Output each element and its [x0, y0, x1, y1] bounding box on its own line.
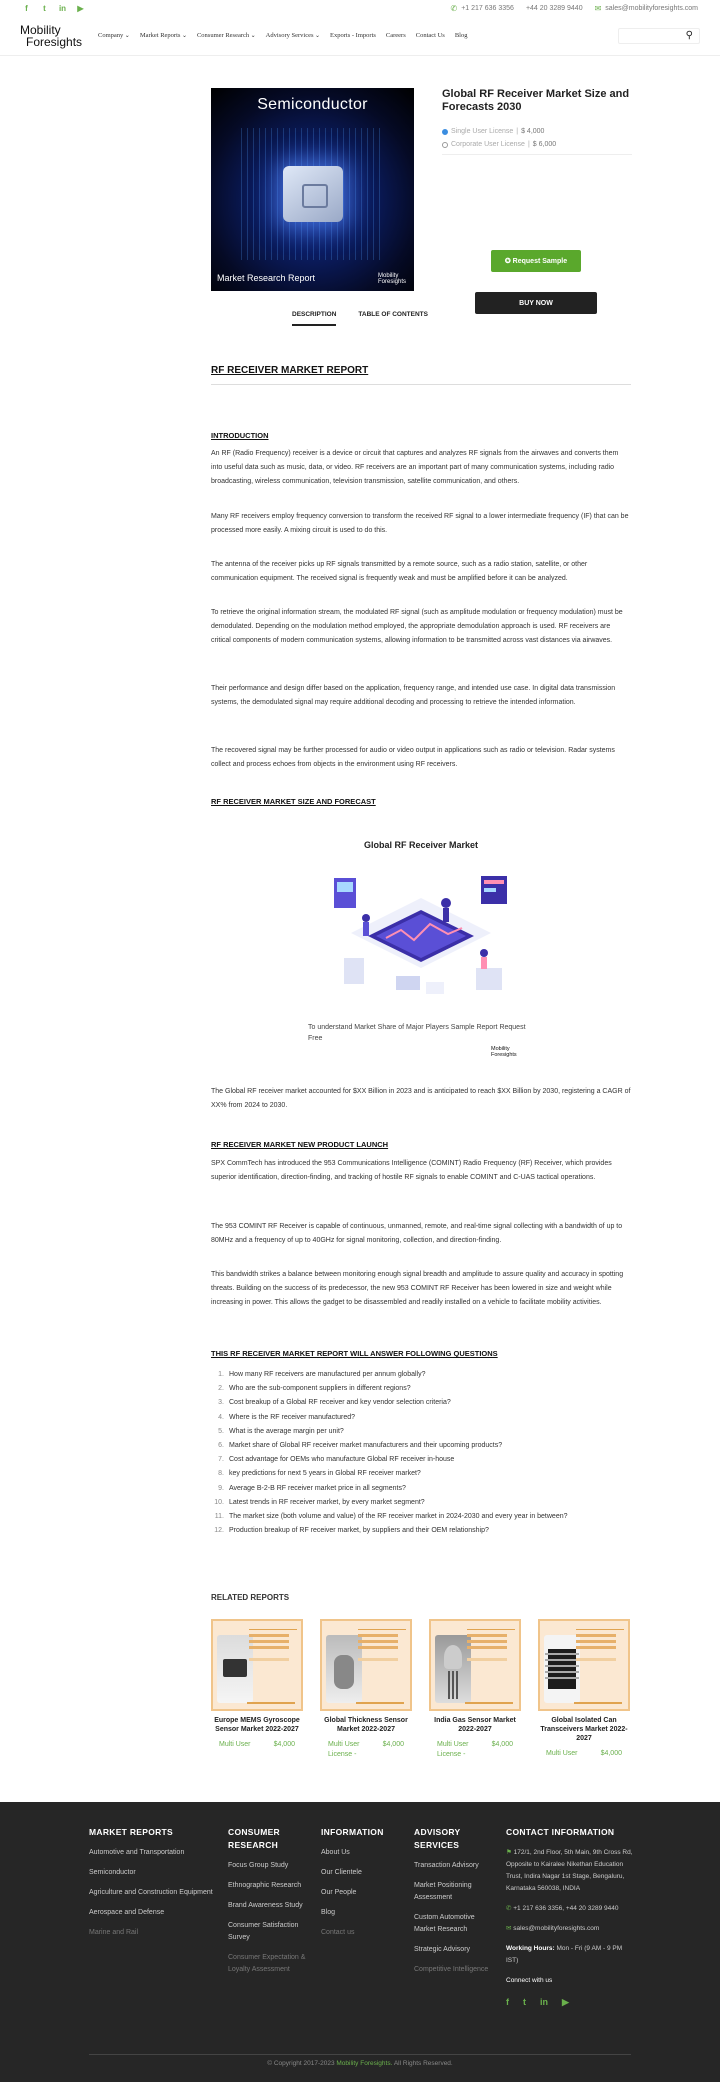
footer-link[interactable]: Semiconductor — [89, 1869, 136, 1876]
nav-item-company[interactable]: Company ⌄ — [98, 32, 130, 39]
list-item: 11. The market size (both volume and value) of the RF receiver market in 2024-2030 and every year in between? — [214, 1513, 568, 1521]
report-title[interactable]: India Gas Sensor Market 2022-2027 — [434, 1717, 516, 1733]
linkedin-icon[interactable]: in — [540, 1997, 548, 2007]
figure-title: Global RF Receiver Market — [363, 840, 479, 850]
related-report-card[interactable] — [429, 1619, 521, 1760]
request-free-link[interactable]: Request Free — [308, 1024, 526, 1042]
paragraph: This bandwidth strikes a balance between monitoring enough signal breadth and amplitude to assure quality and accuracy in spotting threats. Building on the success of its predecessor, the new 953 COMINT RF Receiver has been lowered in size and weight while increasing in power. This allows the gadget to be disassembled and readily installed on a vehicle to facilitate mobility activities. — [211, 1271, 624, 1306]
report-thumbnail[interactable] — [320, 1619, 412, 1711]
social-links — [22, 4, 85, 13]
footer-link[interactable]: Aerospace and Defense — [89, 1909, 165, 1916]
footer-phones[interactable]: +1 217 636 3356, +44 20 3289 9440 — [513, 1905, 619, 1912]
search-icon[interactable]: ⚲ — [685, 29, 693, 41]
nav-item-exports-imports[interactable]: Exports - Imports — [330, 32, 376, 39]
top-phone-2[interactable]: +44 20 3289 9440 — [525, 4, 583, 12]
tab-table-of-contents[interactable]: TABLE OF CONTENTS — [358, 311, 428, 318]
linkedin-icon[interactable]: in — [58, 3, 67, 13]
paragraph: SPX CommTech has introduced the 953 Communications Intelligence (COMINT) Radio Frequency (RF) Receiver, which provides superior identification, direction-finding, and tracking of hostile RF signals to enable COMINT and C-UAS tactical operations. — [211, 1160, 612, 1181]
paragraph: The recovered signal may be further processed for audio or video output in applications such as radio or television. Radar systems collect and process echoes from objects in the environment using RF receivers. — [211, 747, 615, 768]
paragraph: Many RF receivers employ frequency conversion to transform the received RF signal to a lower intermediate frequency (IF) that can be processed more easily. A mixing circuit is used to do this. — [211, 513, 629, 534]
product-title: Global RF Receiver Market Size and Forecasts 2030 — [442, 88, 630, 113]
youtube-icon[interactable]: ▶ — [562, 1997, 569, 2007]
check-circle-icon: ✪ — [504, 258, 513, 265]
footer-market-reports — [89, 1826, 214, 1947]
paragraph: To retrieve the original information stream, the modulated RF signal (such as amplitude modulation or frequency modulation) must be demodulated. Depending on the modulation method employed, the appropriate demodulation approach is used. RF receivers are critical components of modern communication systems, allowing information to be transmitted across vast distances via airwaves. — [211, 609, 623, 644]
nav-item-advisory-services[interactable]: Advisory Services ⌄ — [266, 32, 320, 39]
report-title[interactable]: Global Thickness Sensor Market 2022-2027 — [324, 1717, 408, 1733]
paragraph: The 953 COMINT RF Receiver is capable of continuous, unmanned, remote, and real-time signal collecting with a bandwidth of up to 80MHz and a frequency of up to 40GHz for signal monitoring, collection, and direction-finding. — [211, 1223, 623, 1244]
footer-contact: CONTACT INFORMATION ⚑ 172/1, 2nd Floor, 5th Main, 9th Cross Rd, Opposite to Kairalee Nikethan Education Trust, Indira Nagar 1st Stage, Bengaluru, Karnataka 560038, INDIA ✆ +1 217 636 3356, +44 20 3289 9440 ✉ sales@mobilityforesights.com Working Hours: Mon - Fri (9 AM - 9 PM IST) Connect with us f t in ▶ — [506, 1827, 633, 2007]
license-label: Multi User License - — [328, 1741, 360, 1758]
nav-item-consumer-research[interactable]: Consumer Research ⌄ — [197, 32, 256, 39]
footer-link[interactable]: Blog — [321, 1909, 336, 1916]
footer-heading: ADVISORY SERVICES — [414, 1827, 461, 1850]
connect-label: Connect with us — [506, 1977, 553, 1984]
location-icon: ⚑ — [506, 1849, 514, 1856]
license-label: Multi User — [219, 1741, 251, 1748]
logo-line-2: Foresights — [26, 34, 83, 49]
search-input[interactable] — [618, 28, 700, 44]
footer-heading: CONSUMER RESEARCH — [228, 1827, 280, 1850]
chip-illustration — [283, 166, 343, 222]
footer-link[interactable]: Custom Automotive Market Research — [414, 1914, 475, 1933]
footer-link[interactable]: Brand Awareness Study — [228, 1902, 303, 1909]
product-section — [0, 56, 720, 326]
footer-link[interactable]: Our People — [321, 1889, 357, 1896]
report-thumbnail[interactable] — [429, 1619, 521, 1711]
intro-heading: INTRODUCTION — [211, 431, 269, 440]
nav-item-careers[interactable]: Careers — [385, 32, 406, 39]
footer-link[interactable]: Transaction Advisory — [414, 1862, 479, 1869]
phone-icon: ✆ — [450, 3, 458, 13]
twitter-icon[interactable]: t — [523, 1997, 526, 2007]
market-figure — [308, 840, 526, 1058]
list-item: 10. Latest trends in RF receiver market, by every market segment? — [214, 1498, 425, 1506]
paragraph: An RF (Radio Frequency) receiver is a device or circuit that captures and analyzes RF signals from the airwaves and converts them into useful data such as music, data, or video. RF receivers are an important part of many communication systems, including radio broadcasting, wireless communication, television transmission, satellite communication, and others. — [211, 450, 619, 485]
license-corporate[interactable]: Corporate User License | $ 6,000 — [442, 141, 632, 148]
footer-divider — [89, 2054, 631, 2055]
footer-link[interactable]: Contact us — [321, 1929, 355, 1936]
cover-footer: Market Research Report — [217, 273, 316, 283]
working-hours: Mon - Fri (9 AM - 9 PM IST) — [506, 1945, 623, 1964]
footer-link[interactable]: Consumer Expectation & Loyalty Assessment — [228, 1954, 306, 1973]
paragraph: The antenna of the receiver picks up RF signals transmitted by a remote source, such as a radio station, satellite, or other communication equipment. The received signal is frequently weak and must be amplified before it can be analyzed. — [211, 561, 588, 582]
launch-heading: RF RECEIVER MARKET NEW PRODUCT LAUNCH — [211, 1140, 389, 1149]
footer-link[interactable]: Agriculture and Construction Equipment — [89, 1889, 213, 1896]
footer-link[interactable]: Our Clientele — [321, 1869, 362, 1876]
tab-description[interactable]: DESCRIPTION — [292, 311, 336, 326]
price: $4,000 — [600, 1750, 622, 1757]
size-paragraph: The Global RF receiver market accounted for $XX Billion in 2023 and is anticipated to reach $XX Billion by 2030, registering a CAGR of XX% from 2024 to 2030. — [211, 1088, 631, 1109]
footer-link[interactable]: Automotive and Transportation — [89, 1849, 185, 1856]
paragraph: Their performance and design differ based on the application, frequency range, and intended use case. In digital data transmission systems, the demodulated signal may require additional decoding and processing to retrieve the intended information. — [211, 685, 616, 706]
report-cover-image — [211, 88, 414, 291]
report-thumbnail[interactable] — [211, 1619, 303, 1711]
site-logo[interactable] — [20, 24, 86, 48]
footer-heading: MARKET REPORTS — [89, 1827, 174, 1837]
related-reports-heading: RELATED REPORTS — [211, 1593, 290, 1602]
report-thumbnail[interactable] — [538, 1619, 630, 1711]
license-single[interactable]: Single User License | $ 4,000 — [442, 128, 632, 135]
price: $4,000 — [491, 1741, 513, 1748]
facebook-icon[interactable]: f — [506, 1997, 509, 2007]
figure-logo: Mobility Foresights — [491, 1046, 517, 1058]
nav-item-market-reports[interactable]: Market Reports ⌄ — [140, 32, 187, 39]
heading-divider — [211, 384, 631, 385]
nav-item-blog[interactable]: Blog — [454, 32, 468, 39]
footer-link[interactable]: Marine and Rail — [89, 1929, 139, 1936]
main-nav — [0, 16, 720, 56]
logo-line-1: Mobility — [20, 22, 61, 37]
list-item: 9. Average B-2-B RF receiver market price in all segments? — [218, 1484, 406, 1492]
cover-logo: Mobility Foresights — [377, 273, 406, 285]
cover-title: Semiconductor — [257, 96, 368, 113]
questions-list — [211, 1368, 631, 1538]
facebook-icon[interactable]: f — [25, 3, 28, 13]
footer-consumer-research — [228, 1826, 306, 1984]
footer-heading: INFORMATION — [321, 1827, 384, 1837]
list-item: 4. Where is the RF receiver manufactured? — [218, 1413, 356, 1421]
buy-now-button[interactable]: BUY NOW — [475, 292, 597, 314]
report-main-heading: RF RECEIVER MARKET REPORT — [211, 365, 369, 376]
site-footer — [0, 1802, 720, 2082]
report-title[interactable]: Europe MEMS Gyroscope Sensor Market 2022-2027 — [214, 1717, 300, 1733]
license-label: Multi User License - — [437, 1741, 469, 1758]
list-item: 12. Production breakup of RF receiver market, by suppliers and their OEM relationship? — [214, 1527, 489, 1535]
footer-heading: CONTACT INFORMATION — [506, 1827, 615, 1837]
footer-email[interactable]: sales@mobilityforesights.com — [513, 1925, 600, 1932]
copyright-brand-link[interactable]: Mobility Foresights. — [336, 2060, 393, 2067]
footer-link[interactable]: About Us — [321, 1849, 350, 1856]
footer-link[interactable]: Ethnographic Research — [228, 1882, 302, 1889]
questions-heading: THIS RF RECEIVER MARKET REPORT WILL ANSWER FOLLOWING QUESTIONS — [211, 1349, 498, 1358]
related-report-card[interactable] — [211, 1619, 303, 1760]
copyright: © Copyright 2017-2023 Mobility Foresights. All Rights Reserved. — [267, 2060, 453, 2067]
price: $4,000 — [273, 1741, 295, 1748]
mail-icon: ✉ — [594, 3, 602, 13]
list-item: 2. Who are the sub-component suppliers in different regions? — [218, 1385, 411, 1393]
price: $4,000 — [382, 1741, 404, 1748]
footer-information — [321, 1826, 401, 1947]
footer-link[interactable]: Strategic Advisory — [414, 1946, 471, 1953]
radio-corporate[interactable] — [442, 142, 448, 148]
license-options — [442, 128, 632, 155]
top-contacts — [451, 4, 699, 13]
footer-link[interactable]: Focus Group Study — [228, 1862, 289, 1869]
related-report-card[interactable] — [538, 1619, 630, 1760]
list-item: 5. What is the average margin per unit? — [218, 1427, 344, 1435]
list-item: 3. Cost breakup of a Global RF receiver and key vendor selection criteria? — [218, 1399, 451, 1407]
license-label: Multi User — [546, 1750, 578, 1757]
nav-menu — [98, 32, 468, 39]
list-item: 6. Market share of Global RF receiver market manufacturers and their upcoming products? — [218, 1442, 503, 1450]
radio-single[interactable] — [442, 129, 448, 135]
list-item: 1. How many RF receivers are manufactured per annum globally? — [218, 1371, 426, 1378]
top-email[interactable]: sales@mobilityforesights.com — [605, 4, 698, 12]
report-article — [211, 365, 631, 1535]
list-item: 7. Cost advantage for OEMs who manufacture Global RF receiver in-house — [218, 1456, 455, 1464]
request-sample-button[interactable]: ✪ Request Sample — [491, 250, 581, 272]
size-heading: RF RECEIVER MARKET SIZE AND FORECAST — [211, 797, 376, 806]
related-reports — [211, 1619, 630, 1760]
phone-icon: ✆ — [506, 1905, 514, 1912]
related-report-card[interactable] — [320, 1619, 412, 1760]
footer-link[interactable]: Consumer Satisfaction Survey — [228, 1922, 299, 1941]
footer-advisory-services — [414, 1826, 494, 1984]
product-info — [442, 88, 632, 161]
footer-link[interactable]: Market Positioning Assessment — [414, 1882, 472, 1901]
top-phone-1[interactable]: +1 217 636 3356 — [461, 4, 514, 12]
dashboard-illustration — [326, 858, 516, 1018]
mail-icon: ✉ — [506, 1925, 514, 1932]
nav-item-contact-us[interactable]: Contact Us — [415, 32, 445, 39]
address: 172/1, 2nd Floor, 5th Main, 9th Cross Rd, Opposite to Kairalee Nikethan Education Trust, Indira Nagar 1st Stage, Bengaluru, Karnataka 560038, INDIA — [506, 1849, 633, 1892]
figure-caption: To understand Market Share of Major Players Sample Report Request Free — [308, 1024, 526, 1042]
list-item: 8. key predictions for next 5 years in Global RF receiver market? — [218, 1470, 421, 1478]
footer-link[interactable]: Competitive Intelligence — [414, 1966, 489, 1973]
report-title[interactable]: Global Isolated Can Transceivers Market 2022-2027 — [540, 1717, 628, 1742]
twitter-icon[interactable]: t — [43, 3, 46, 13]
youtube-icon[interactable]: ▶ — [77, 3, 84, 13]
report-tabs — [0, 311, 720, 326]
top-bar — [0, 0, 720, 16]
footer-social-links — [506, 1997, 634, 2008]
